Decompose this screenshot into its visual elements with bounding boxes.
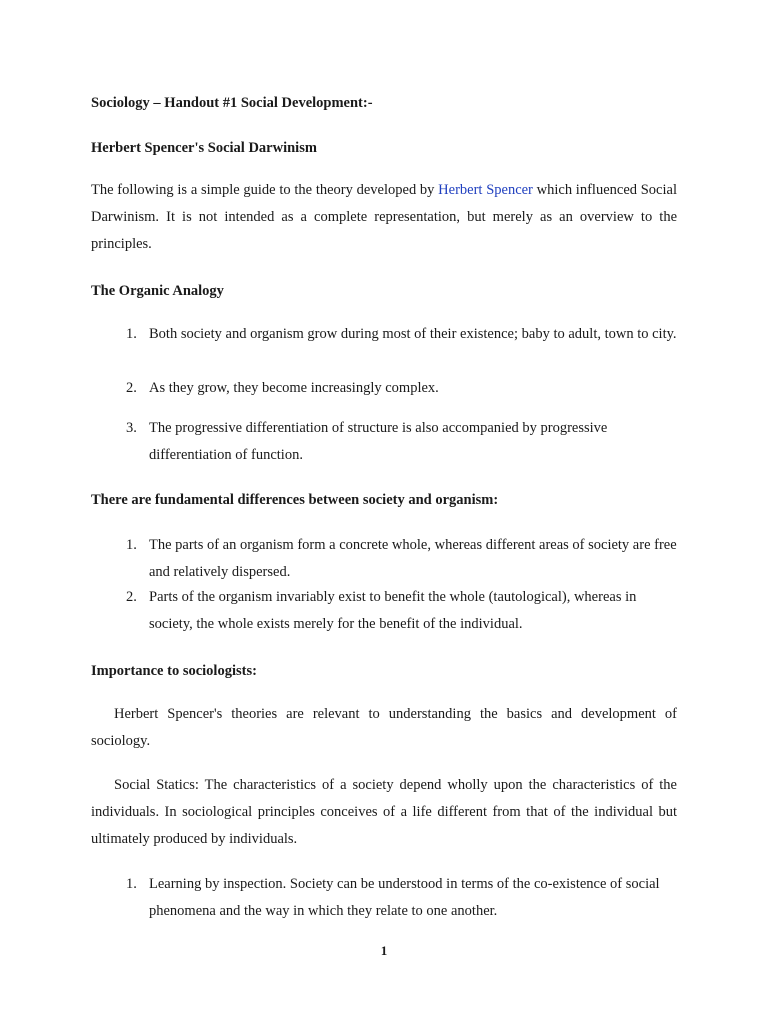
list-item-text: Learning by inspection. Society can be understood in terms of the co-existence of social phenomena and the way in which they relate to one another. xyxy=(149,876,660,919)
importance-paragraph-1: Herbert Spencer's theories are relevant to understanding the basics and development of sociology. xyxy=(91,706,677,749)
list-item-text: Both society and organism grow during most of their existence; baby to adult, town to city. xyxy=(149,326,677,342)
intro-text-before: The following is a simple guide to the theory developed by xyxy=(91,182,439,198)
section-heading-importance: Importance to sociologists: xyxy=(91,663,257,679)
list-item-number: 2. xyxy=(126,380,137,396)
list-item-number: 1. xyxy=(126,876,137,892)
page-number: 1 xyxy=(380,943,388,958)
herbert-spencer-link[interactable]: Herbert Spencer xyxy=(438,182,533,198)
list-item-number: 3. xyxy=(126,420,137,436)
section-heading-organic-analogy: The Organic Analogy xyxy=(91,283,224,299)
list-item-number: 1. xyxy=(126,537,137,553)
document-title: Sociology – Handout #1 Social Development:- xyxy=(91,95,373,111)
importance-paragraph-2: Social Statics: The characteristics of a society depend wholly upon the characteristics of the individuals. In sociological principles conceives of a life different from that of the individual but ultimately produced by individuals. xyxy=(91,777,677,847)
list-item-text: As they grow, they become increasingly complex. xyxy=(149,380,439,396)
section-heading-differences: There are fundamental differences between society and organism: xyxy=(91,492,499,508)
intro-text-after: which influenced Social Darwinism. It is not intended as a complete representation, but merely as an overview to the principles. xyxy=(91,182,677,252)
list-item-text: The parts of an organism form a concrete whole, whereas different areas of society are free and relatively dispersed. xyxy=(149,537,677,580)
intro-paragraph xyxy=(91,177,677,258)
list-item-text: The progressive differentiation of structure is also accompanied by progressive differentiation of function. xyxy=(149,420,608,463)
list-item-number: 1. xyxy=(126,326,137,342)
list-item-number: 2. xyxy=(126,589,137,605)
document-subtitle: Herbert Spencer's Social Darwinism xyxy=(91,140,317,156)
list-item-text: Parts of the organism invariably exist to benefit the whole (tautological), whereas in society, the whole exists merely for the benefit of the individual. xyxy=(149,589,637,632)
